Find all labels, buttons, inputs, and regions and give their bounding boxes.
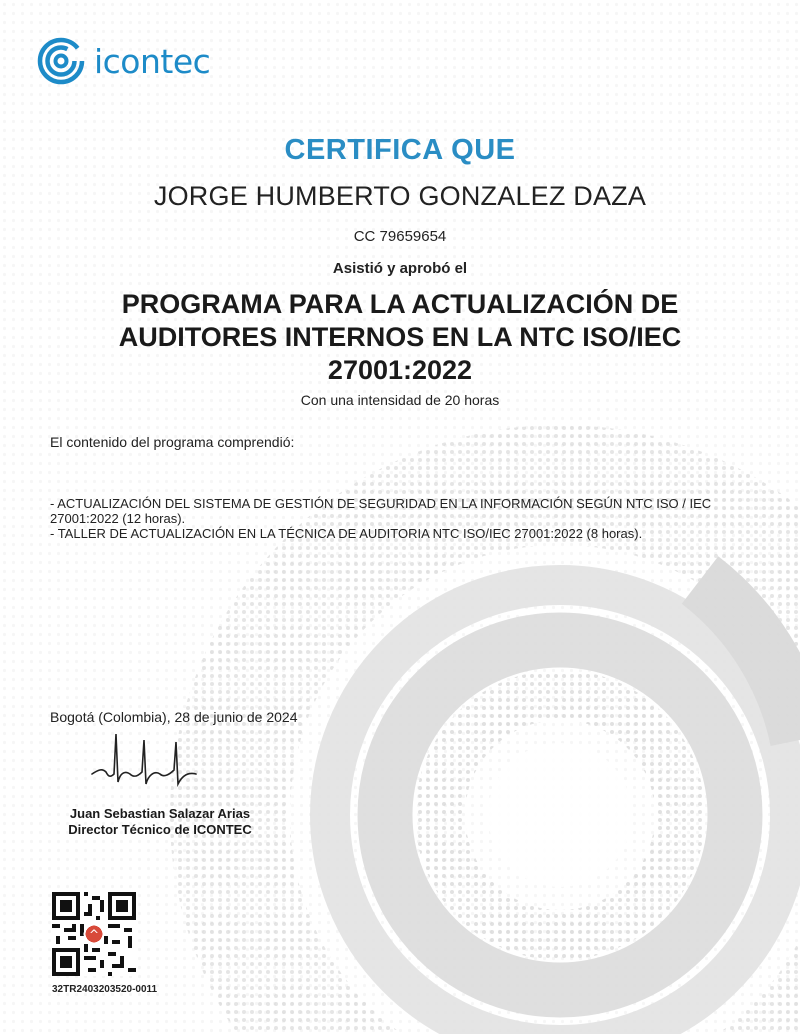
icontec-logo [36, 36, 210, 86]
attended-label: Asistió y aprobó el [332, 260, 468, 277]
signer-role: Director Técnico de ICONTEC [68, 822, 252, 837]
content-list [50, 496, 770, 541]
program-title: PROGRAMA PARA LA ACTUALIZACIÓN DE AUDITORES INTERNOS EN LA NTC ISO/IEC 27001:2022 [118, 289, 682, 385]
svg-text:^: ^ [88, 927, 100, 942]
content-title: El contenido del programa comprendió: [50, 434, 295, 450]
signature-image [88, 730, 208, 790]
certifica-heading: CERTIFICA QUE [284, 134, 516, 166]
place-date: Bogotá (Colombia), 28 de junio de 2024 [50, 709, 298, 725]
icontec-logo-mark-icon [36, 36, 86, 86]
content-item: - TALLER DE ACTUALIZACIÓN EN LA TÉCNICA DE AUDITORIA NTC ISO/IEC 27001:2022 (8 horas). [50, 526, 643, 541]
signer-block [40, 806, 280, 838]
recipient-name: JORGE HUMBERTO GONZALEZ DAZA [153, 181, 647, 211]
recipient-id: CC 79659654 [353, 228, 447, 245]
qr-code[interactable] [52, 892, 136, 976]
intensity-text: Con una intensidad de 20 horas [300, 392, 500, 408]
brand-name: icontec [94, 41, 211, 81]
content-item: - ACTUALIZACIÓN DEL SISTEMA DE GESTIÓN DE SEGURIDAD EN LA INFORMACIÓN SEGÚN NTC ISO / IEC 27001:2022 (12 horas). [50, 496, 712, 526]
verification-code: 32TR2403203520-0011 [52, 984, 158, 995]
signer-name: Juan Sebastian Salazar Arias [69, 806, 251, 821]
